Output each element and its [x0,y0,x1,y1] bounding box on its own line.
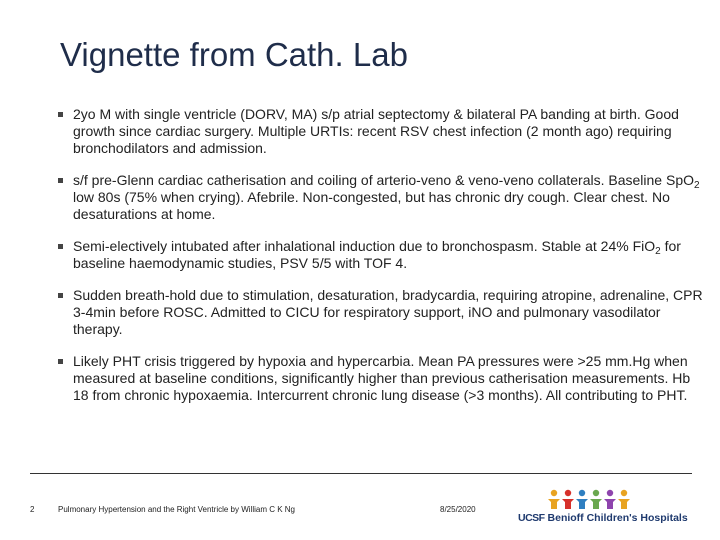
figure-head [607,490,613,496]
bullet-text: Likely PHT crisis triggered by hypoxia and hypercarbia. Mean PA pressures were >25 mm.Hg when measured at baseline conditions, significantly higher than previous catherisation measurements. Hb 18 from chronic hypoxaemia. Intercurrent chronic lung disease (>3 months). All contributing to PHT. [73,353,691,403]
bullet-marker [58,178,63,183]
figure-body [562,499,574,509]
slide-title: Vignette from Cath. Lab [60,36,408,73]
figure-head [579,490,585,496]
chem-symbol: O [683,172,694,188]
bullet-text-post: low 80s (75% when crying). Afebrile. Non-congested, but has chronic dry cough. Clear chest. No desaturations at home. [73,189,670,222]
bullet-marker [58,293,63,298]
figure-body [590,499,602,509]
footer-title: Pulmonary Hypertension and the Right Ventricle by William C K Ng [58,505,295,514]
bullet-text: Sudden breath-hold due to stimulation, desaturation, bradycardia, requiring atropine, adrenaline, CPR 3-4min before ROSC. Admitted to CICU for respiratory support, iNO and pulmonary vasodilator therapy. [73,287,703,337]
chem-symbol: O [644,238,656,254]
bullet-text-pre: Semi-electively intubated after inhalational induction due to bronchospasm. Stable at 24% Fi [73,238,645,254]
page-number: 2 [30,505,35,514]
figure-head [565,490,571,496]
bullet-marker [58,359,63,364]
footer-date: 8/25/2020 [440,505,476,514]
figure-body [576,499,588,509]
figure-head [551,490,557,496]
bullet-text: 2yo M with single ventricle (DORV, MA) s/p atrial septectomy & bilateral PA banding at birth. Good growth since cardiac surgery. Multiple URTIs: recent RSV chest infection (2 month ago) requiring bronchodilators and admission. [73,106,679,156]
footer-divider [30,473,692,474]
bullet-item [58,238,703,272]
bullet-item [58,287,703,338]
logo-wordmark [518,512,688,524]
logo-name: Benioff Children's Hospitals [547,512,688,524]
bullet-item [58,106,703,157]
figure-body [548,499,560,509]
figure-body [604,499,616,509]
figure-body [618,499,630,509]
subscript: 2 [694,180,700,191]
bullet-marker [58,112,63,117]
figure-head [593,490,599,496]
logo-ucsf: UCSF [518,512,545,524]
bullet-text-post: for baseline haemodynamic studies, PSV 5/5 with TOF 4. [73,238,681,271]
bullet-item [58,172,703,223]
children-figures-icon [546,488,636,510]
figure-head [621,490,627,496]
bullet-text-pre: s/f pre-Glenn cardiac catherisation and coiling of arterio-veno & veno-veno collaterals. Baseline Sp [73,172,684,188]
bullet-list [58,106,703,404]
hospital-logo [518,488,694,528]
subscript: 2 [655,246,661,257]
bullet-marker [58,244,63,249]
bullet-item [58,353,703,404]
